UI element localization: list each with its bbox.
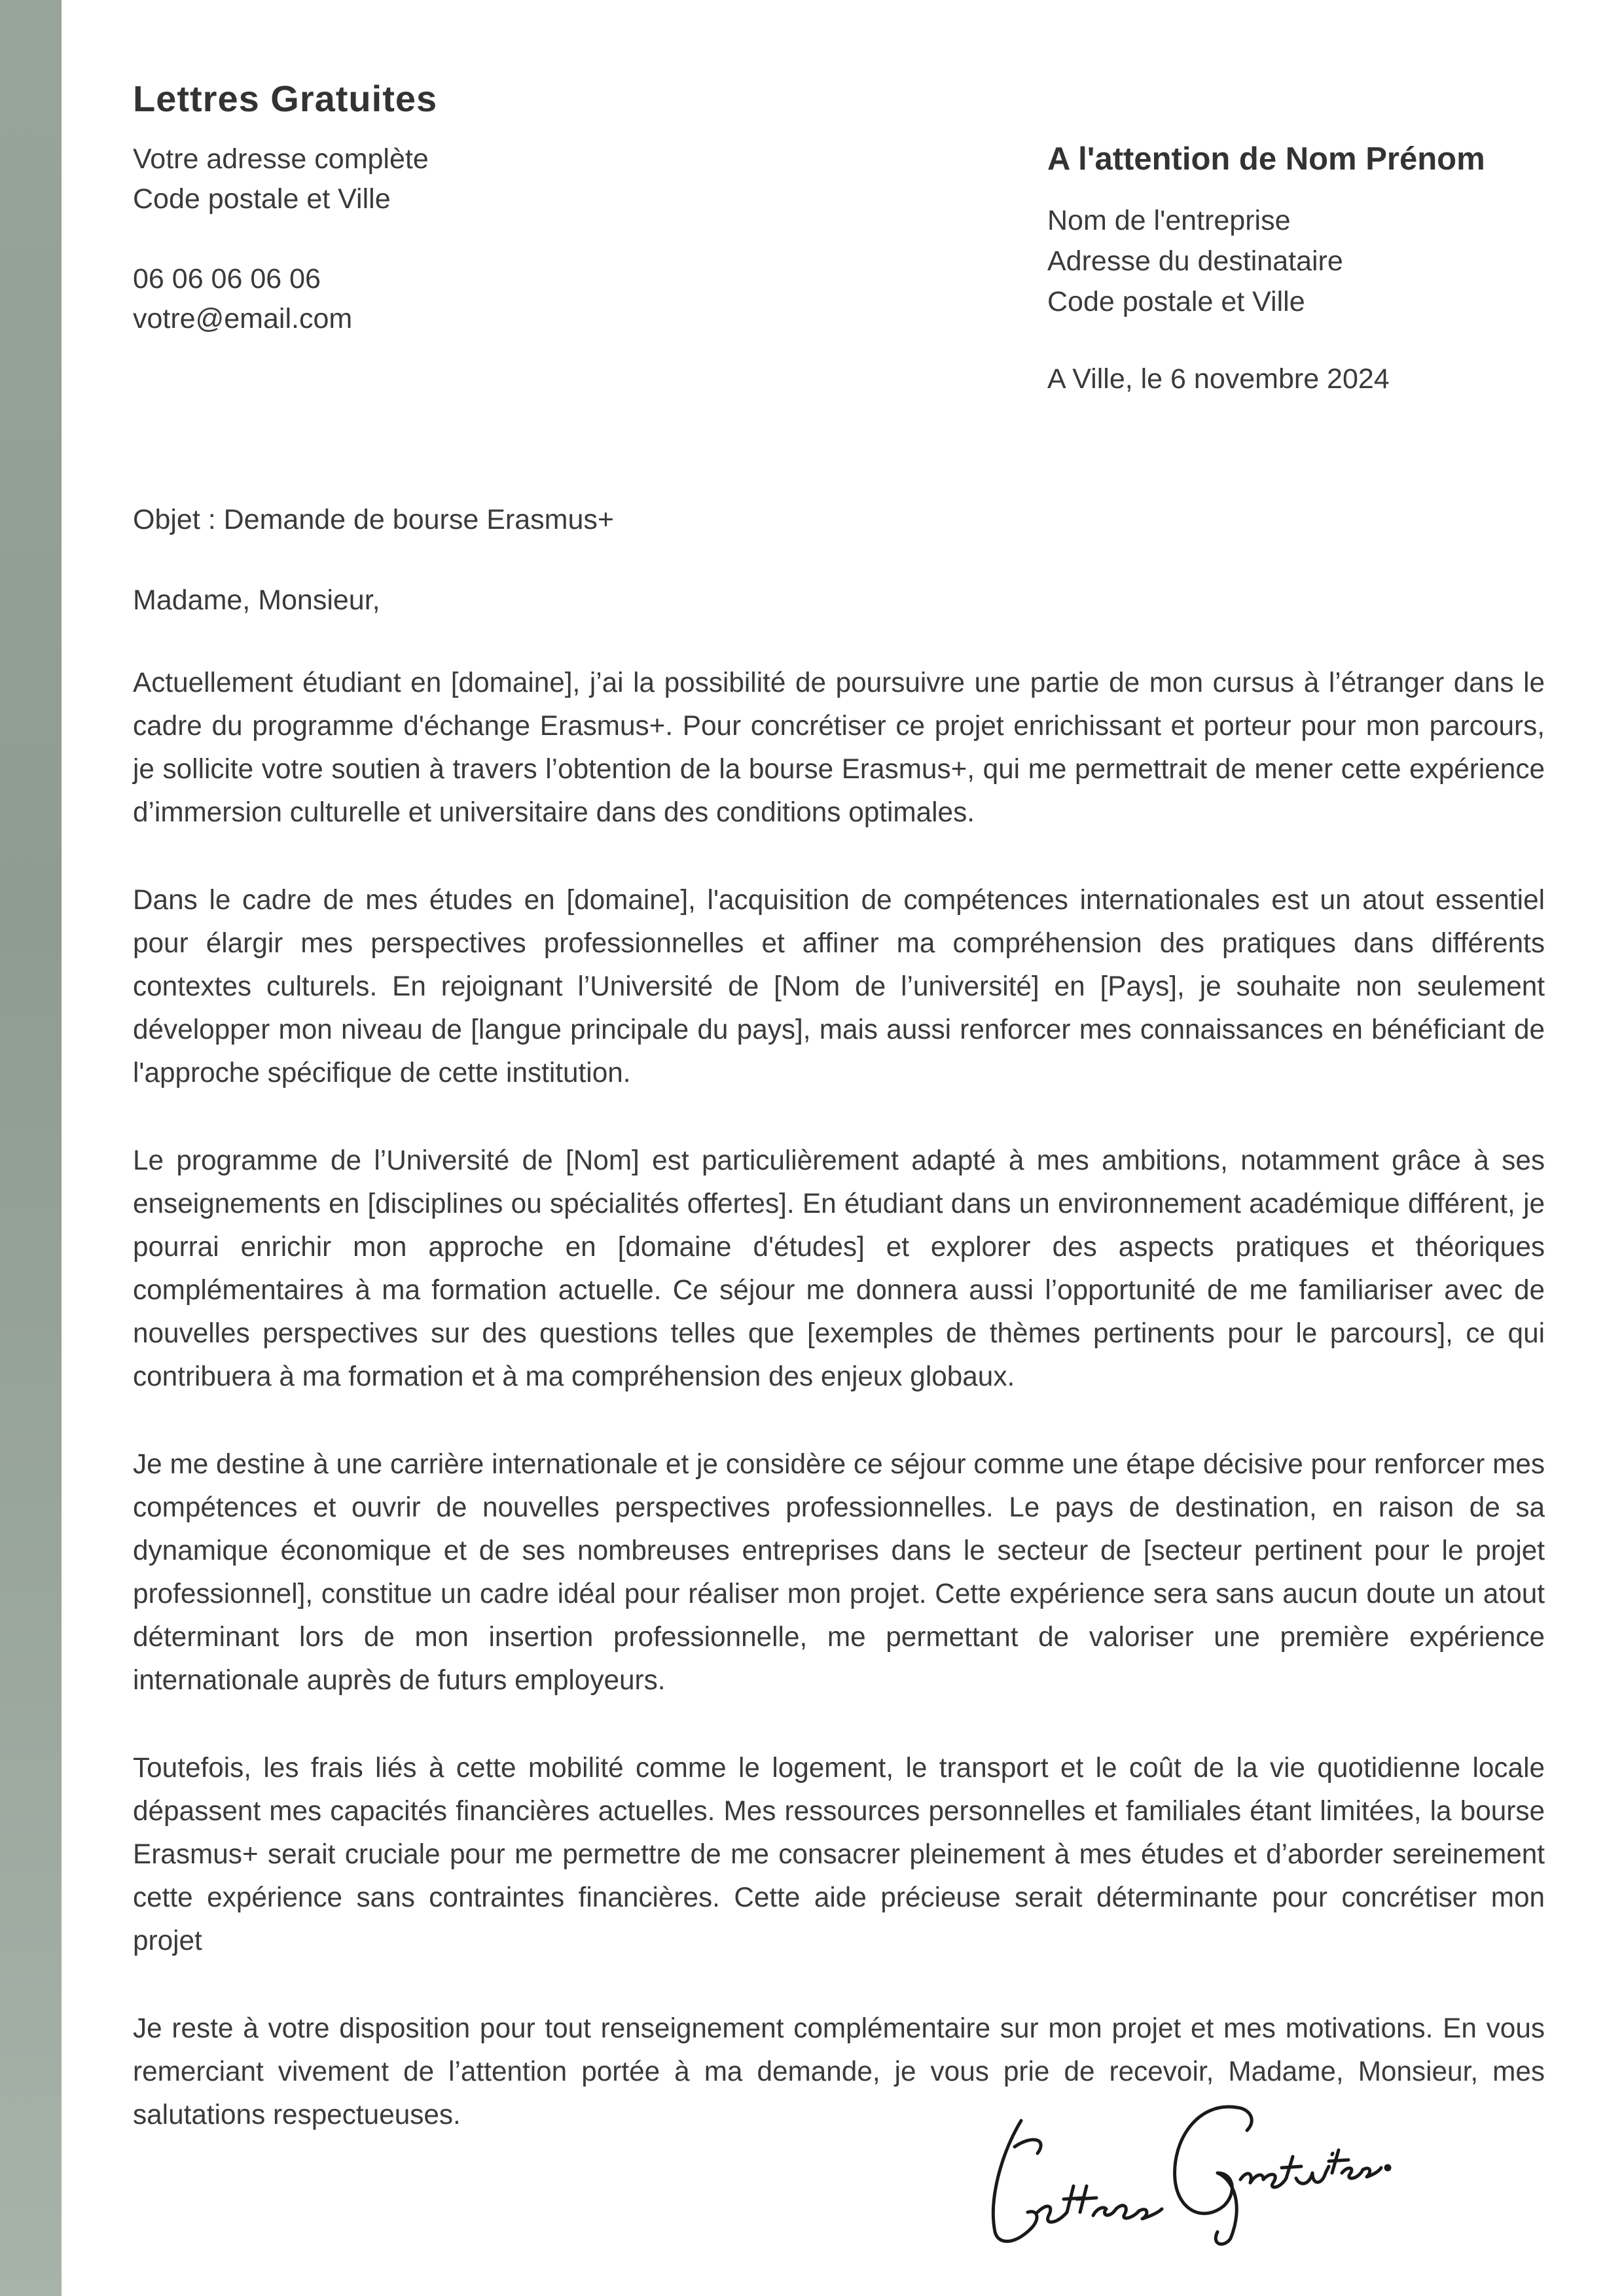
sender-phone: 06 06 06 06 06 bbox=[133, 263, 321, 295]
recipient-address: Adresse du destinataire bbox=[1047, 245, 1343, 277]
letter-date: A Ville, le 6 novembre 2024 bbox=[1047, 363, 1390, 395]
body-paragraph-6: Je reste à votre disposition pour tout renseignement complémentaire sur mon projet et mes motivations. En vous remerciant vivement de l’attention portée à ma demande, je vous prie de recevoir, Madame, Monsieur, mes salutations respectueuses. bbox=[133, 2013, 1545, 2130]
handwritten-signature bbox=[975, 2081, 1394, 2251]
sender-name: Lettres Gratuites bbox=[133, 78, 438, 119]
letter-body bbox=[133, 661, 1545, 2181]
sender-email: votre@email.com bbox=[133, 303, 353, 334]
spacer bbox=[133, 219, 722, 259]
body-paragraph-2: Dans le cadre de mes études en [domaine], l'acquisition de compétences internationales est un atout essentiel pour élargir mes perspectives professionnelles et affiner ma compréhension des pratiques dans différents contextes culturels. En rejoignant l’Université de [Nom de l’université] en [Pays], je souhaite non seulement développer mon niveau de [langue principale du pays], mais aussi renforcer mes connaissances en bénéficiant de l'approche spécifique de cette institution. bbox=[133, 884, 1545, 1088]
recipient-company: Nom de l'entreprise bbox=[1047, 205, 1291, 236]
sender-postal-city: Code postale et Ville bbox=[133, 183, 391, 215]
letter-salutation: Madame, Monsieur, bbox=[133, 584, 380, 616]
body-paragraph-3: Le programme de l’Université de [Nom] est particulièrement adapté à mes ambitions, notamment grâce à ses enseignements en [disciplines ou spécialités offertes]. En étudiant dans un environnement académique différent, je pourrai enrichir mon approche en [domaine d'études] et explorer des aspects pratiques et théoriques complémentaires à ma formation actuelle. Ce séjour me donnera aussi l’opportunité de me familiariser avec de nouvelles perspectives sur des questions telles que [exemples de thèmes pertinents pour le parcours], ce qui contribuera à ma formation et à ma compréhension des enjeux globaux. bbox=[133, 1145, 1545, 1391]
body-paragraph-1: Actuellement étudiant en [domaine], j’ai la possibilité de poursuivre une partie de mon cursus à l’étranger dans le cadre du programme d'échange Erasmus+. Pour concrétiser ce projet enrichissant et porteur pour mon parcours, je sollicite votre soutien à travers l’obtention de la bourse Erasmus+, qui me permettrait de mener cette expérience d’immersion culturelle et universitaire dans des conditions optimales. bbox=[133, 667, 1545, 827]
sender-address: Votre adresse complète bbox=[133, 143, 429, 175]
body-paragraph-4: Je me destine à une carrière internationale et je considère ce séjour comme une étape décisive pour renforcer mes compétences et ouvrir de nouvelles perspectives professionnelles. Le pays de destination, en raison de sa dynamique économique et de ses nombreuses entreprises dans le secteur de [secteur pertinent pour le projet professionnel], constitue un cadre idéal pour réaliser mon projet. Cette expérience sera sans aucun doute un atout déterminant lors de mon insertion professionnelle, me permettant de valoriser une première expérience internationale auprès de futurs employeurs. bbox=[133, 1448, 1545, 1695]
recipient-address-block bbox=[1047, 200, 1571, 322]
body-paragraph-5: Toutefois, les frais liés à cette mobilité comme le logement, le transport et le coût de la vie quotidienne locale dépassent mes capacités financières actuelles. Mes ressources personnelles et familiales étant limitées, la bourse Erasmus+ serait cruciale pour me permettre de me consacrer pleinement à mes études et d’aborder sereinement cette expérience sans contraintes financières. Cette aide précieuse serait déterminante pour concrétiser mon projet bbox=[133, 1752, 1545, 1956]
letter-object: Objet : Demande de bourse Erasmus+ bbox=[133, 504, 614, 535]
recipient-attention: A l'attention de Nom Prénom bbox=[1047, 141, 1485, 177]
sender-contact-block bbox=[133, 139, 722, 339]
recipient-postal-city: Code postale et Ville bbox=[1047, 286, 1305, 317]
